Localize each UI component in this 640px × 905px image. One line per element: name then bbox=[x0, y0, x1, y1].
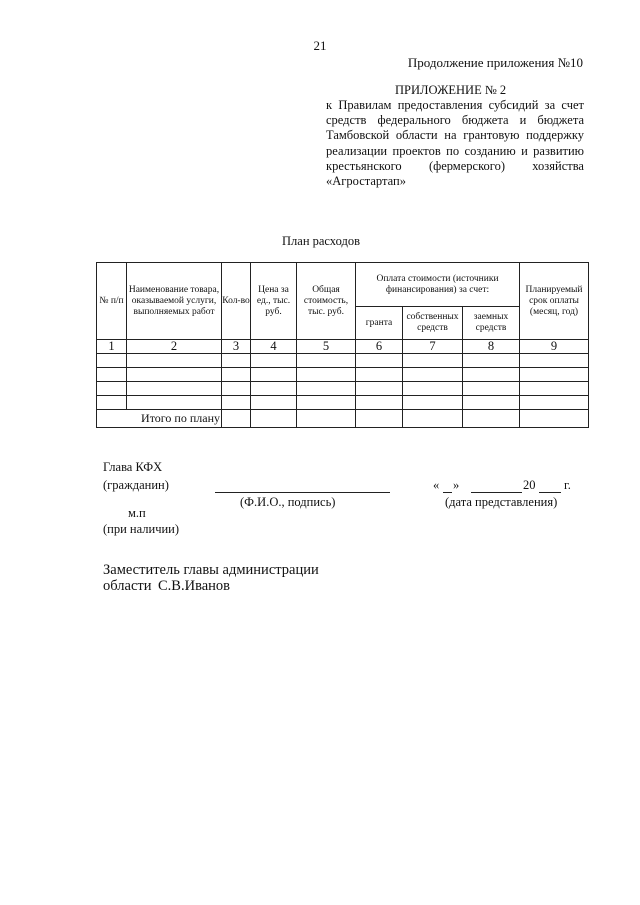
date-year-suffix: г. bbox=[564, 478, 571, 492]
plan-title: План расходов bbox=[282, 234, 360, 248]
col-header-name: Наименование товара, оказываемой услуги, выполняемых работ bbox=[127, 263, 222, 340]
col-header-term: Планируемый срок оплаты (месяц, год) bbox=[520, 263, 589, 340]
deputy-name: С.В.Иванов bbox=[158, 578, 231, 594]
basis-line: крестьянского (фермерского) хозяйства bbox=[326, 158, 584, 173]
signature-line bbox=[215, 492, 390, 493]
column-number: 9 bbox=[520, 340, 589, 354]
col-header-loan: заемных средств bbox=[463, 307, 520, 340]
col-header-total: Общая стоимость, тыс. руб. bbox=[297, 263, 356, 340]
table-row bbox=[97, 396, 589, 410]
appendix-title: ПРИЛОЖЕНИЕ № 2 bbox=[395, 83, 507, 97]
date-open-quote: « bbox=[433, 478, 440, 492]
deputy-region: области bbox=[103, 578, 152, 594]
col-header-price: Цена за ед., тыс. руб. bbox=[251, 263, 297, 340]
basis-line: средств федерального бюджета и бюджета bbox=[326, 113, 584, 128]
date-year-prefix: 20 bbox=[523, 478, 536, 492]
expense-plan-table bbox=[96, 262, 589, 428]
col-header-grant: гранта bbox=[356, 307, 403, 340]
column-number: 4 bbox=[251, 340, 297, 354]
column-number: 6 bbox=[356, 340, 403, 354]
table-row bbox=[97, 354, 589, 368]
date-caption: (дата представления) bbox=[445, 495, 558, 509]
table-row bbox=[97, 368, 589, 382]
basis-line: реализации проектов по созданию и развитию bbox=[326, 143, 584, 158]
date-close-quote: » bbox=[453, 478, 460, 492]
column-number: 2 bbox=[127, 340, 222, 354]
col-header-payment: Оплата стоимости (источники финансирования) за счет: bbox=[356, 263, 520, 307]
deputy-position: Заместитель главы администрации bbox=[103, 562, 319, 578]
column-number: 1 bbox=[97, 340, 127, 354]
total-row bbox=[97, 410, 589, 428]
col-header-own: собственных средств bbox=[403, 307, 463, 340]
total-label: Итого по плану bbox=[97, 410, 222, 428]
head-label: Глава КФХ bbox=[103, 460, 163, 474]
page-number: 21 bbox=[313, 38, 327, 53]
continuation-note: Продолжение приложения №10 bbox=[407, 55, 583, 70]
seal-label: м.п bbox=[128, 506, 146, 520]
date-day-line bbox=[443, 492, 452, 493]
basis-line: к Правилам предоставления субсидий за счет bbox=[326, 98, 584, 112]
col-header-num: № п/п bbox=[97, 263, 127, 340]
column-numbers-row bbox=[97, 340, 589, 354]
seal-note: (при наличии) bbox=[103, 522, 180, 536]
col-header-qty: Кол-во bbox=[222, 263, 251, 340]
date-year-line bbox=[539, 492, 561, 493]
fio-caption: (Ф.И.О., подпись) bbox=[240, 495, 336, 509]
citizen-label: (гражданин) bbox=[103, 478, 169, 492]
table-row bbox=[97, 382, 589, 396]
basis-line: «Агростартап» bbox=[326, 174, 406, 189]
column-number: 8 bbox=[463, 340, 520, 354]
date-month-line bbox=[471, 492, 522, 493]
column-number: 5 bbox=[297, 340, 356, 354]
appendix-basis bbox=[326, 98, 584, 189]
column-number: 7 bbox=[403, 340, 463, 354]
basis-line: Тамбовской области на грантовую поддержку bbox=[326, 128, 584, 143]
column-number: 3 bbox=[222, 340, 251, 354]
